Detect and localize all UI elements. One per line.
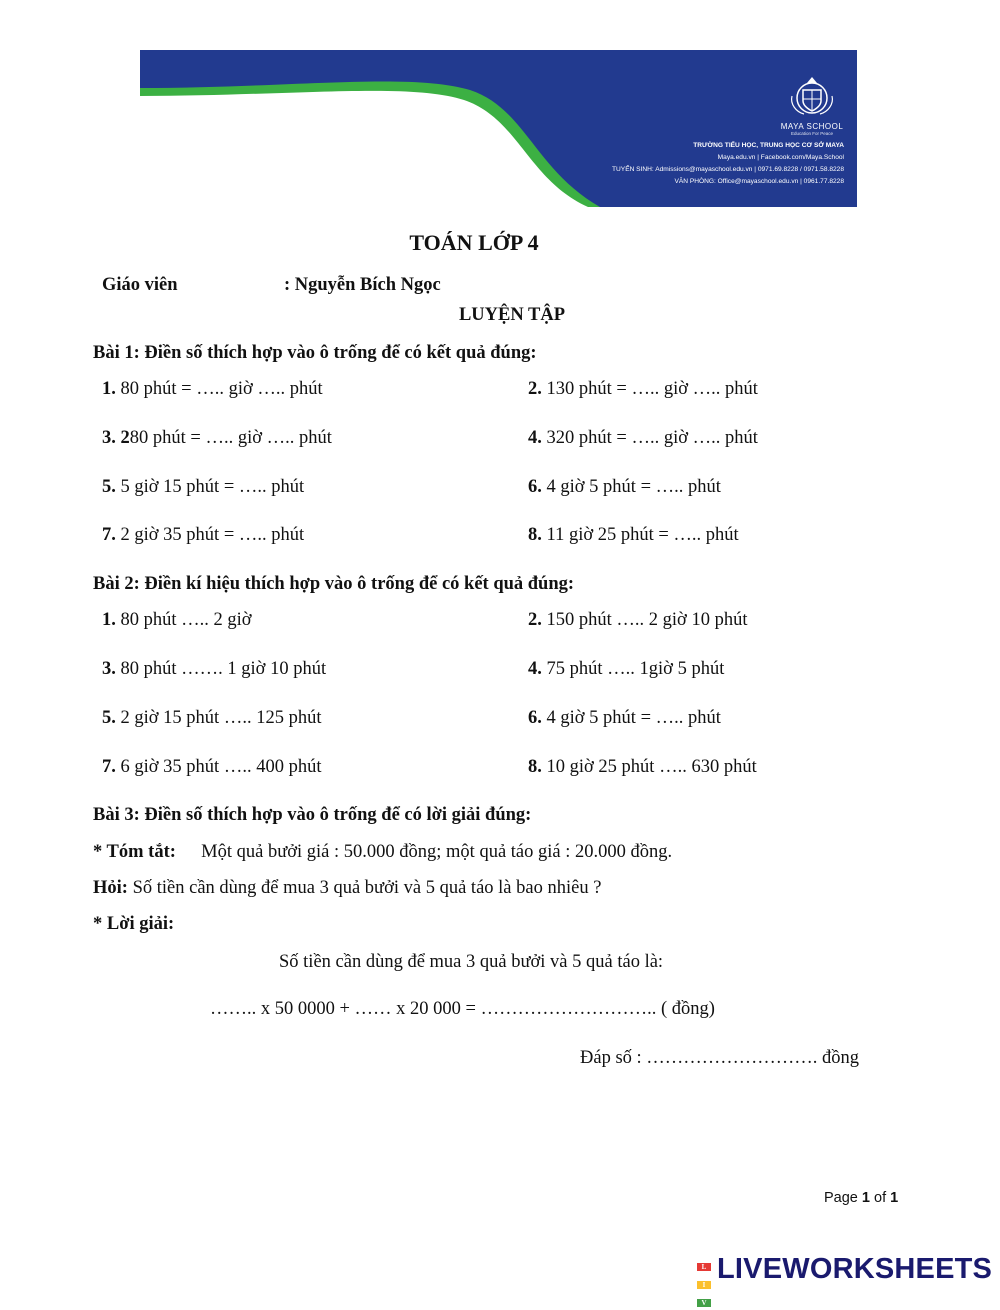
bai1-item-2: 2. 130 phút = ….. giờ ….. phút — [528, 379, 758, 399]
bai1-item-6: 6. 4 giờ 5 phút = ….. phút — [528, 477, 721, 497]
bai2-item-7: 7. 6 giờ 35 phút ….. 400 phút — [102, 757, 322, 777]
bai1-item-3: 3. 280 phút = ….. giờ ….. phút — [102, 428, 332, 448]
bai2-item-8: 8. 10 giờ 25 phút ….. 630 phút — [528, 757, 757, 777]
bai2-heading: Bài 2: Điền kí hiệu thích hợp vào ô trống để có kết quả đúng: — [93, 574, 575, 594]
brand-name: LIVEWORKSHEETS — [717, 1253, 993, 1285]
bai2-item-4: 4. 75 phút ….. 1giờ 5 phút — [528, 659, 725, 679]
bai3-heading: Bài 3: Điền số thích hợp vào ô trống để có lời giải đúng: — [93, 805, 532, 825]
bai2-item-2: 2. 150 phút ….. 2 giờ 10 phút — [528, 610, 748, 630]
page-title: TOÁN LỚP 4 — [409, 230, 539, 255]
hoi-line — [93, 878, 601, 899]
tomtat-text: Một quả bưởi giá : 50.000 đồng; một quả táo giá : 20.000 đồng. — [201, 842, 673, 862]
tomtat-label: * Tóm tắt: — [93, 842, 176, 862]
school-full-name: TRƯỜNG TIỂU HỌC, TRUNG HỌC CƠ SỞ MAYA — [693, 142, 844, 149]
page-indicator: Page 1 of 1 — [824, 1190, 899, 1206]
admissions-line: TUYỂN SINH: Admissions@mayaschool.edu.vn | 0971.69.8228 / 0971.58.8228 — [612, 166, 844, 173]
answer-line: Đáp số : ………………………. đồng — [580, 1048, 860, 1068]
bai1-item-5: 5. 5 giờ 15 phút = ….. phút — [102, 477, 305, 497]
calculation-expression: …….. x 50 0000 + …… x 20 000 = ……………………….. ( đồng) — [210, 999, 715, 1019]
bai1-item-1: 1. 80 phút = ….. giờ ….. phút — [102, 379, 323, 399]
web-line: Maya.edu.vn | Facebook.com/Maya.School — [717, 154, 844, 161]
bai2-item-3: 3. 80 phút ……. 1 giờ 10 phút — [102, 659, 327, 679]
bai1-item-8: 8. 11 giờ 25 phút = ….. phút — [528, 525, 739, 545]
logo-tagline: Education For Peace — [790, 131, 834, 136]
liveworksheets-logo — [697, 1253, 997, 1307]
live-mark-icon: L I V — [697, 1256, 713, 1310]
bai2-item-6: 6. 4 giờ 5 phút = ….. phút — [528, 708, 721, 728]
bai2-item-5: 5. 2 giờ 15 phút ….. 125 phút — [102, 708, 322, 728]
hoi-text: Số tiền cần dùng để mua 3 quả bưởi và 5 quả táo là bao nhiêu ? — [127, 878, 602, 898]
teacher-label: Giáo viên — [102, 275, 178, 295]
bai2-item-1: 1. 80 phút ….. 2 giờ — [102, 610, 252, 630]
bai1-heading: Bài 1: Điền số thích hợp vào ô trống để có kết quả đúng: — [93, 343, 537, 363]
office-line: VĂN PHÒNG: Office@mayaschool.edu.vn | 0961.77.8228 — [674, 178, 844, 185]
subtitle: LUYỆN TẬP — [458, 305, 566, 325]
tomtat-line — [93, 842, 672, 863]
header-contact-block — [547, 138, 857, 198]
logo-name: MAYA SCHOOL — [780, 122, 844, 131]
school-logo — [778, 74, 846, 136]
bai1-item-7: 7. 2 giờ 35 phút = ….. phút — [102, 525, 305, 545]
loigiai-sentence: Số tiền cần dùng để mua 3 quả bưởi và 5 quả táo là: — [279, 952, 664, 972]
crest-icon — [786, 74, 838, 116]
loigiai-label: * Lời giải: — [93, 914, 175, 934]
hoi-label: Hỏi: — [93, 878, 128, 898]
teacher-name: : Nguyễn Bích Ngọc — [284, 275, 441, 295]
bai1-item-4: 4. 320 phút = ….. giờ ….. phút — [528, 428, 758, 448]
